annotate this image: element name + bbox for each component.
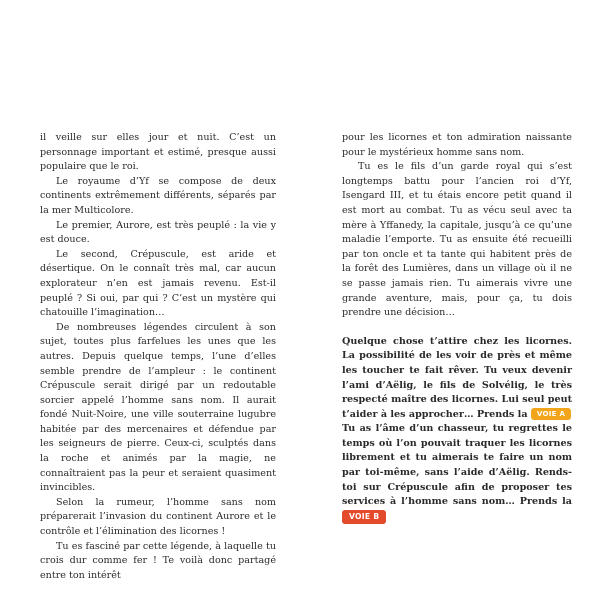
voie-a-badge[interactable]: VOIE A [531, 408, 571, 420]
left-paragraph-1: il veille sur elles jour et nuit. C’est un personnage important et estimé, presque aussi populaire que le roi. [40, 132, 276, 173]
right-paragraph-1: pour les licornes et ton admiration naissante pour le mystérieux homme sans nom. [342, 132, 572, 158]
choice-a-text: Quelque chose t’attire chez les licornes. La possibilité de les voir de près et même les toucher te fait rêver. Tu veux devenir l’ami d’Aëlig, le fils de Solvélig, le très respecté maître des licornes. Lui seul peut t’aider à les approcher… Prends la [342, 335, 572, 420]
voie-b-badge[interactable]: VOIE B [342, 510, 386, 524]
left-page-column [40, 131, 276, 583]
right-page-column [342, 131, 572, 525]
left-paragraph-7: Tu es fasciné par cette légende, à laquelle tu crois dur comme fer ! Te voilà donc partagé entre ton intérêt [40, 540, 276, 581]
choice-b-text: Tu as l’âme d’un chasseur, tu regrettes le temps où l’on pouvait traquer les licornes librement et tu aimerais te faire un nom par toi-même, sans l’aide d’Aëlig. Rends-toi sur Crépuscule afin de proposer tes services à l’homme sans nom… Prends la [342, 423, 572, 508]
left-paragraph-3: Le premier, Aurore, est très peuplé : la vie y est douce. [40, 219, 276, 246]
left-paragraph-6: Selon la rumeur, l’homme sans nom préparerait l’invasion du continent Aurore et le contrôle et l’élimination des licornes ! [40, 496, 276, 538]
left-paragraph-4: Le second, Crépuscule, est aride et désertique. On le connaît très mal, car aucun explorateur n’en est jamais revenu. Est-il peuplé ? Si oui, par qui ? C’est un mystère qui chatouille l’imagination… [40, 248, 276, 319]
left-paragraph-5: De nombreuses légendes circulent à son sujet, toutes plus farfelues les unes que les autres. Depuis quelque temps, l’une d’elles semble prendre de l’ampleur : le continent Crépuscule serait dirigé par un redoutable sorcier appelé l’homme sans nom. Il aurait fondé Nuit-Noire, une ville souterraine lugubre habitée par des mercenaires et défendue par les seigneurs de pierre. Ceux-ci, sculptés dans la roche et animés par la magie, ne connaîtraient pas la peur et seraient quasiment invincibles. [40, 321, 276, 494]
choice-block [342, 335, 572, 526]
choice-a [342, 335, 572, 423]
left-paragraph-2: Le royaume d’Yf se compose de deux continents extrêmement différents, séparés par la mer Multicolore. [40, 175, 276, 216]
choice-b [342, 422, 572, 525]
right-paragraph-2: Tu es le fils d’un garde royal qui s’est longtemps battu pour l’ancien roi d’Yf, Isengard III, et tu étais encore petit quand il est mort au combat. Tu as vécu seul avec ta mère à Yffanedy, la capitale, jusqu’à ce qu’une maladie l’emporte. Tu as ensuite été recueilli par ton oncle et ta tante qui habitent près de la forêt des Lumières, dans un village où il ne se passe jamais rien. Tu aimerais vivre une grande aventure, mais, pour ça, tu dois prendre une décision… [342, 161, 572, 319]
